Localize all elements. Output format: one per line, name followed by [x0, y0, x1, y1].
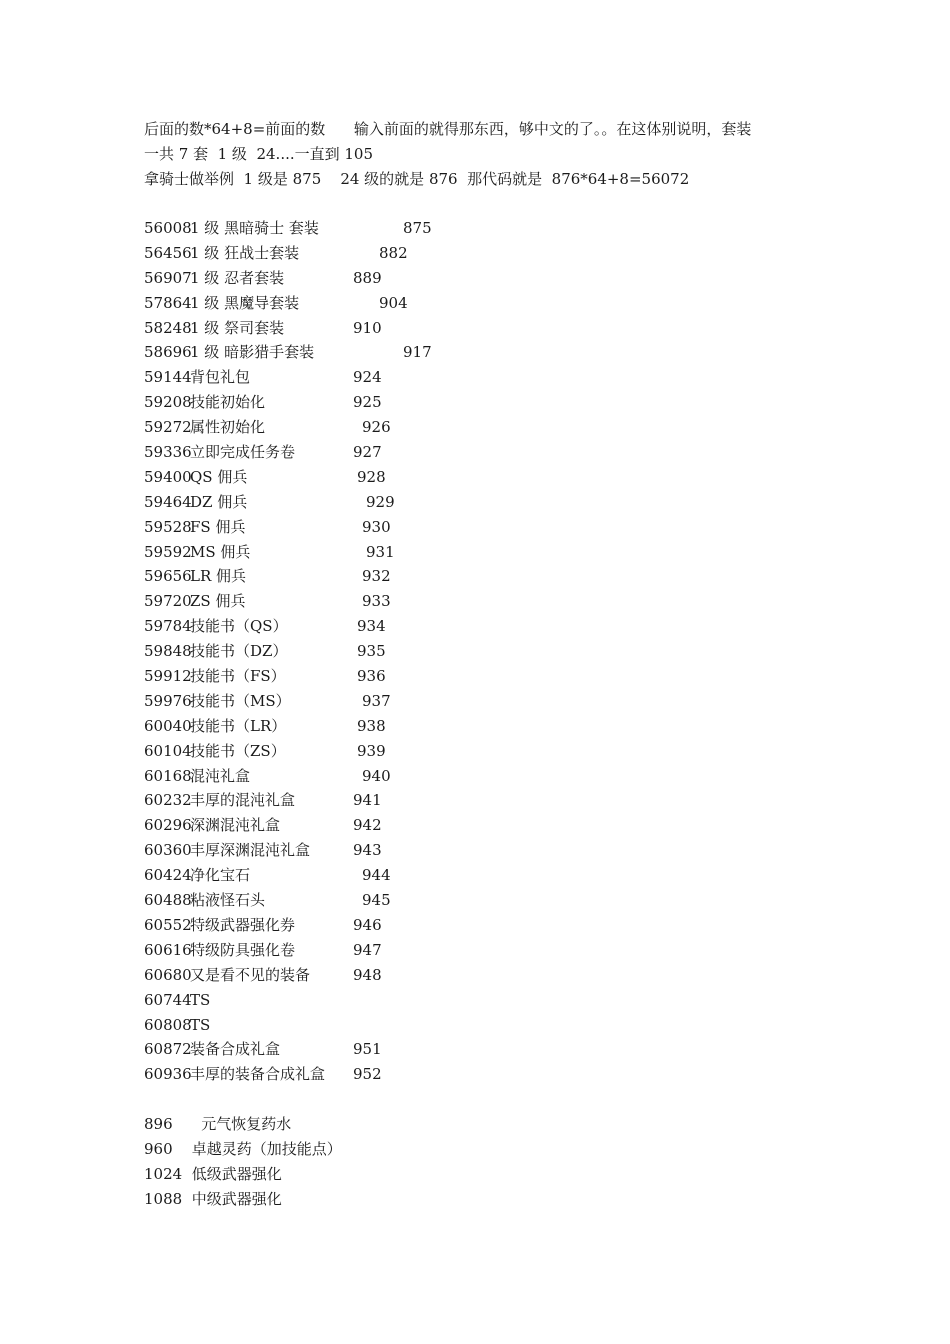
item-code: 60424 — [144, 866, 192, 885]
item-code: 59912 — [144, 667, 192, 686]
item-number: 932 — [362, 567, 391, 586]
item-number: 889 — [353, 268, 382, 287]
list-item — [144, 340, 564, 365]
item-name: 粘液怪石头 — [190, 891, 266, 910]
item-number: 926 — [362, 418, 391, 437]
item-code: 58248 — [144, 318, 192, 337]
item-name: 1 级 祭司套装 — [190, 318, 285, 337]
item-number: 910 — [353, 318, 382, 337]
item-number: 933 — [362, 592, 391, 611]
list-item — [144, 764, 564, 789]
list-item — [144, 266, 564, 291]
item-name: MS 佣兵 — [190, 542, 251, 561]
item-code: 56456 — [144, 243, 192, 262]
item-number: 951 — [353, 1040, 382, 1059]
list-item — [144, 440, 564, 465]
list-item — [144, 465, 564, 490]
item-number: 882 — [379, 243, 408, 262]
item-number: 934 — [357, 617, 386, 636]
list-item — [144, 365, 564, 390]
item-name: 技能初始化 — [190, 393, 266, 412]
item-number: 924 — [353, 368, 382, 387]
list-item — [144, 490, 564, 515]
item-code: 60936 — [144, 1065, 192, 1084]
list-item — [144, 788, 564, 813]
item-number: 939 — [357, 741, 386, 760]
item-name: 1 级 黑魔导套装 — [190, 293, 300, 312]
item-number: 875 — [403, 219, 432, 237]
item-number: 942 — [353, 816, 382, 835]
extra-code-list — [144, 1112, 544, 1212]
item-number: 943 — [353, 841, 382, 860]
item-number: 946 — [353, 915, 382, 934]
extra-item — [144, 1137, 544, 1162]
list-item — [144, 1037, 564, 1062]
list-item — [144, 589, 564, 614]
item-name: 净化宝石 — [190, 866, 251, 885]
item-code: 56907 — [144, 268, 192, 287]
item-code: 60232 — [144, 791, 192, 810]
item-number: 925 — [353, 393, 382, 412]
list-item — [144, 963, 564, 988]
list-item — [144, 938, 564, 963]
item-name: 1 级 忍者套装 — [190, 268, 285, 287]
item-number: 929 — [366, 492, 395, 511]
item-number: 941 — [353, 791, 382, 810]
item-code: 59656 — [144, 567, 192, 586]
item-code: 59144 — [144, 368, 192, 387]
item-name: 特级武器强化券 — [190, 915, 296, 934]
item-number: 947 — [353, 940, 382, 959]
item-number: 931 — [366, 542, 395, 561]
list-item — [144, 614, 564, 639]
item-name: TS — [190, 990, 211, 1009]
item-number: 935 — [357, 642, 386, 661]
item-name: LR 佣兵 — [190, 567, 247, 586]
extra-item — [144, 1187, 544, 1212]
item-name: QS 佣兵 — [190, 467, 248, 486]
extra-item — [144, 1162, 544, 1187]
item-name: 装备合成礼盒 — [190, 1040, 281, 1059]
item-name: 技能书（DZ） — [190, 642, 288, 661]
item-name: DZ 佣兵 — [190, 492, 248, 511]
item-number: 917 — [403, 343, 432, 362]
list-item — [144, 664, 564, 689]
item-code: 59208 — [144, 393, 192, 412]
extra-item — [144, 1112, 544, 1137]
list-item — [144, 291, 564, 316]
item-code: 59784 — [144, 617, 192, 636]
intro-line-3: 拿骑士做举例 1 级是 875 24 级的就是 876 那代码就是 876*64+8=56072 — [144, 170, 690, 188]
item-code: 59976 — [144, 691, 192, 710]
item-name: FS 佣兵 — [190, 517, 246, 536]
list-item — [144, 739, 564, 764]
item-number: 938 — [357, 716, 386, 735]
item-name: 技能书（LR） — [190, 716, 287, 735]
list-item — [144, 540, 564, 565]
item-code: 59400 — [144, 467, 192, 486]
extra-item-text: 960 卓越灵药（加技能点） — [144, 1139, 342, 1158]
item-name: 混沌礼盒 — [190, 766, 251, 785]
item-code: 60872 — [144, 1040, 192, 1059]
item-code: 60488 — [144, 891, 192, 910]
item-code: 59336 — [144, 443, 192, 462]
item-name: TS — [190, 1015, 211, 1034]
item-code: 59848 — [144, 642, 192, 661]
item-number: 944 — [362, 866, 391, 885]
item-number: 936 — [357, 667, 386, 686]
extra-item-text: 896 元气恢复药水 — [144, 1115, 292, 1133]
item-number: 948 — [353, 965, 382, 984]
list-item — [144, 1062, 564, 1087]
item-number: 937 — [362, 691, 391, 710]
list-item — [144, 988, 564, 1013]
item-name: 技能书（MS） — [190, 691, 291, 710]
item-code: 57864 — [144, 293, 192, 312]
item-name: 背包礼包 — [190, 368, 251, 387]
list-item — [144, 216, 564, 241]
item-code-list — [144, 216, 564, 1087]
list-item — [144, 316, 564, 341]
list-item — [144, 863, 564, 888]
item-name: 1 级 黑暗骑士 套装 — [190, 219, 319, 237]
item-name: 1 级 暗影猎手套装 — [190, 343, 315, 362]
item-code: 60040 — [144, 716, 192, 735]
item-code: 59528 — [144, 517, 192, 536]
list-item — [144, 390, 564, 415]
intro-line-1: 后面的数*64+8=前面的数 输入前面的就得那东西，够中文的了。。在这体别说明，套装 — [144, 120, 752, 138]
item-code: 60168 — [144, 766, 192, 785]
list-item — [144, 888, 564, 913]
item-code: 56008 — [144, 219, 192, 237]
item-code: 60552 — [144, 915, 192, 934]
item-name: 技能书（FS） — [190, 667, 286, 686]
list-item — [144, 689, 564, 714]
list-item — [144, 241, 564, 266]
list-item — [144, 564, 564, 589]
extra-item-text: 1088 中级武器强化 — [144, 1189, 282, 1208]
item-number: 904 — [379, 293, 408, 312]
list-item — [144, 813, 564, 838]
item-name: 立即完成任务卷 — [190, 443, 296, 462]
item-code: 59272 — [144, 418, 192, 437]
item-name: 又是看不见的装备 — [190, 965, 311, 984]
item-number: 928 — [357, 467, 386, 486]
item-code: 58696 — [144, 343, 192, 362]
intro-paragraph — [144, 117, 824, 192]
item-name: 丰厚深渊混沌礼盒 — [190, 841, 311, 860]
item-name: 特级防具强化卷 — [190, 940, 296, 959]
item-number: 952 — [353, 1065, 382, 1084]
item-number: 930 — [362, 517, 391, 536]
item-code: 59592 — [144, 542, 192, 561]
item-code: 60680 — [144, 965, 192, 984]
item-code: 60616 — [144, 940, 192, 959]
item-number: 940 — [362, 766, 391, 785]
item-name: 深渊混沌礼盒 — [190, 816, 281, 835]
item-name: 属性初始化 — [190, 418, 266, 437]
list-item — [144, 838, 564, 863]
list-item — [144, 1013, 564, 1038]
extra-item-text: 1024 低级武器强化 — [144, 1164, 282, 1183]
list-item — [144, 415, 564, 440]
list-item — [144, 515, 564, 540]
item-name: ZS 佣兵 — [190, 592, 246, 611]
item-name: 丰厚的混沌礼盒 — [190, 791, 296, 810]
item-name: 技能书（QS） — [190, 617, 288, 636]
intro-line-2: 一共 7 套 1 级 24....一直到 105 — [144, 145, 374, 163]
item-code: 60296 — [144, 816, 192, 835]
item-name: 丰厚的装备合成礼盒 — [190, 1065, 326, 1084]
item-number: 945 — [362, 891, 391, 910]
list-item — [144, 913, 564, 938]
item-code: 60808 — [144, 1015, 192, 1034]
item-code: 59720 — [144, 592, 192, 611]
list-item — [144, 639, 564, 664]
item-code: 60744 — [144, 990, 192, 1009]
list-item — [144, 714, 564, 739]
item-code: 59464 — [144, 492, 192, 511]
item-name: 技能书（ZS） — [190, 741, 286, 760]
item-code: 60360 — [144, 841, 192, 860]
item-name: 1 级 狂战士套装 — [190, 243, 300, 262]
item-number: 927 — [353, 443, 382, 462]
item-code: 60104 — [144, 741, 192, 760]
